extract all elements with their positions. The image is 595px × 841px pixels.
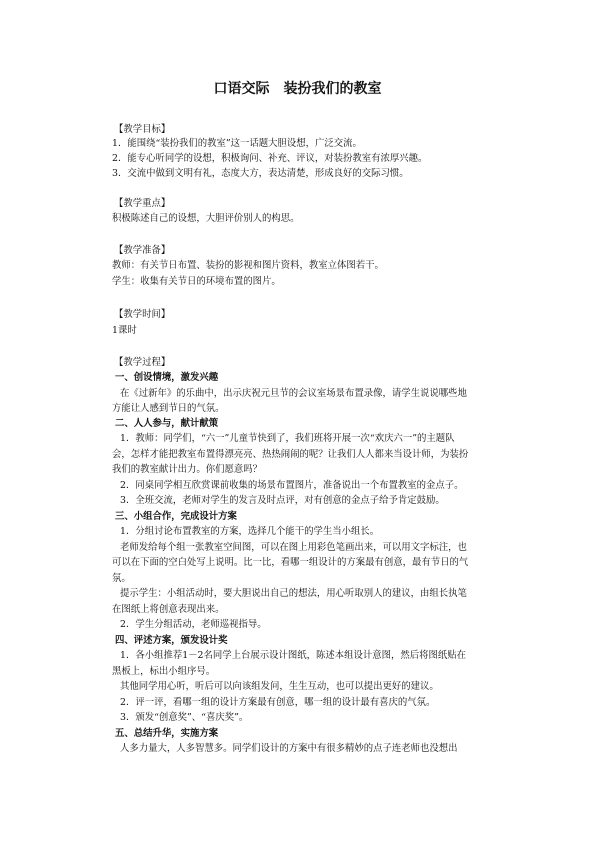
section-heading: 四、评述方案，颁发设计奖	[115, 635, 228, 646]
paragraph-line: 方能让人感到节日的气氛。	[112, 403, 225, 414]
paragraph-line: 2．学生分组活动，老师巡视指导。	[120, 619, 267, 630]
paragraph-line: 人多力量大，人多智慧多。同学们设计的方案中有很多精妙的点子连老师也没想出	[120, 743, 458, 754]
goal-item: 3．交流中做到文明有礼，态度大方，表达清楚，形成良好的交际习惯。	[112, 168, 409, 179]
paragraph-line: 老师发给每个组一张教室空间图，可以在图上用彩色笔画出来，可以用文字标注，也	[120, 542, 467, 553]
prep-heading: 【教学准备】	[114, 245, 171, 256]
section-heading: 一、创设情境，激发兴趣	[115, 372, 219, 383]
section-heading: 二、人人参与，献计献策	[115, 418, 219, 429]
prep-line: 教师：有关节日布置、装扮的影视和图片资料，教室立体图若干。	[112, 260, 384, 271]
paragraph-line: 其他同学用心听，听后可以向该组发问，生生互动，也可以提出更好的建议。	[120, 681, 439, 692]
paragraph-line: 3．颁发“创意奖”、“喜庆奖”。	[120, 712, 249, 723]
paragraph-line: 黑板上，标出小组序号。	[112, 666, 216, 677]
time-heading: 【教学时间】	[114, 309, 171, 320]
paragraph-line: 氛。	[112, 573, 131, 584]
paragraph-line: 1．分组讨论布置教室的方案，选择几个能干的学生当小组长。	[120, 526, 380, 537]
paragraph-line: 我们的教室献计出力。你们愿意吗？	[112, 464, 263, 475]
focus-text: 积极陈述自己的设想，大胆评价别人的构思。	[112, 213, 300, 224]
paragraph-line: 提示学生：小组活动时，要大胆说出自己的想法，用心听取别人的建议，由组长执笔	[120, 588, 467, 599]
goal-item: 1．能围绕“装扮我们的教室”这一话题大胆设想，广泛交流。	[112, 138, 362, 149]
prep-line: 学生：收集有关节日的环境布置的图片。	[112, 276, 281, 287]
goals-heading: 【教学目标】	[114, 124, 171, 135]
paragraph-line: 1．教师：同学们，“六一”儿童节快到了，我们班将开展一次“欢庆六一”的主题队	[120, 433, 455, 444]
page-title: 口语交际 装扮我们的教室	[213, 81, 382, 97]
paragraph-line: 会，怎样才能把教室布置得漂亮亮、热热闹闹的呢？让我们人人都来当设计师，为装扮	[112, 449, 469, 460]
paragraph-line: 可以在下面的空白处写上说明。比一比，看哪一组设计的方案最有创意，最有节日的气	[112, 557, 469, 568]
goal-item: 2．能专心听同学的设想，积极询问、补充、评议，对装扮教室有浓厚兴趣。	[112, 153, 428, 164]
process-heading: 【教学过程】	[114, 357, 171, 368]
paragraph-line: 3．全班交流，老师对学生的发言及时点评，对有创意的金点子给予肯定鼓励。	[120, 495, 445, 506]
paragraph-line: 在图纸上将创意表现出来。	[112, 604, 225, 615]
section-heading: 三、小组合作，完成设计方案	[115, 511, 237, 522]
paragraph-line: 1．各小组推荐1－2名同学上台展示设计图纸，陈述本组设计意图，然后将图纸贴在	[120, 650, 467, 661]
section-heading: 五、总结升华，实施方案	[115, 728, 219, 739]
paragraph-line: 2．评一评，看哪一组的设计方案最有创意，哪一组的设计最有喜庆的气氛。	[120, 697, 436, 708]
paragraph-line: 在《过新年》的乐曲中，出示庆祝元旦节的会议室场景布置录像，请学生说说哪些地	[120, 388, 467, 399]
focus-heading: 【教学重点】	[114, 198, 171, 209]
paragraph-line: 2．同桌同学相互欣赏课前收集的场景布置图片，准备说出一个布置教室的金点子。	[120, 480, 464, 491]
time-text: 1课时	[112, 325, 137, 336]
